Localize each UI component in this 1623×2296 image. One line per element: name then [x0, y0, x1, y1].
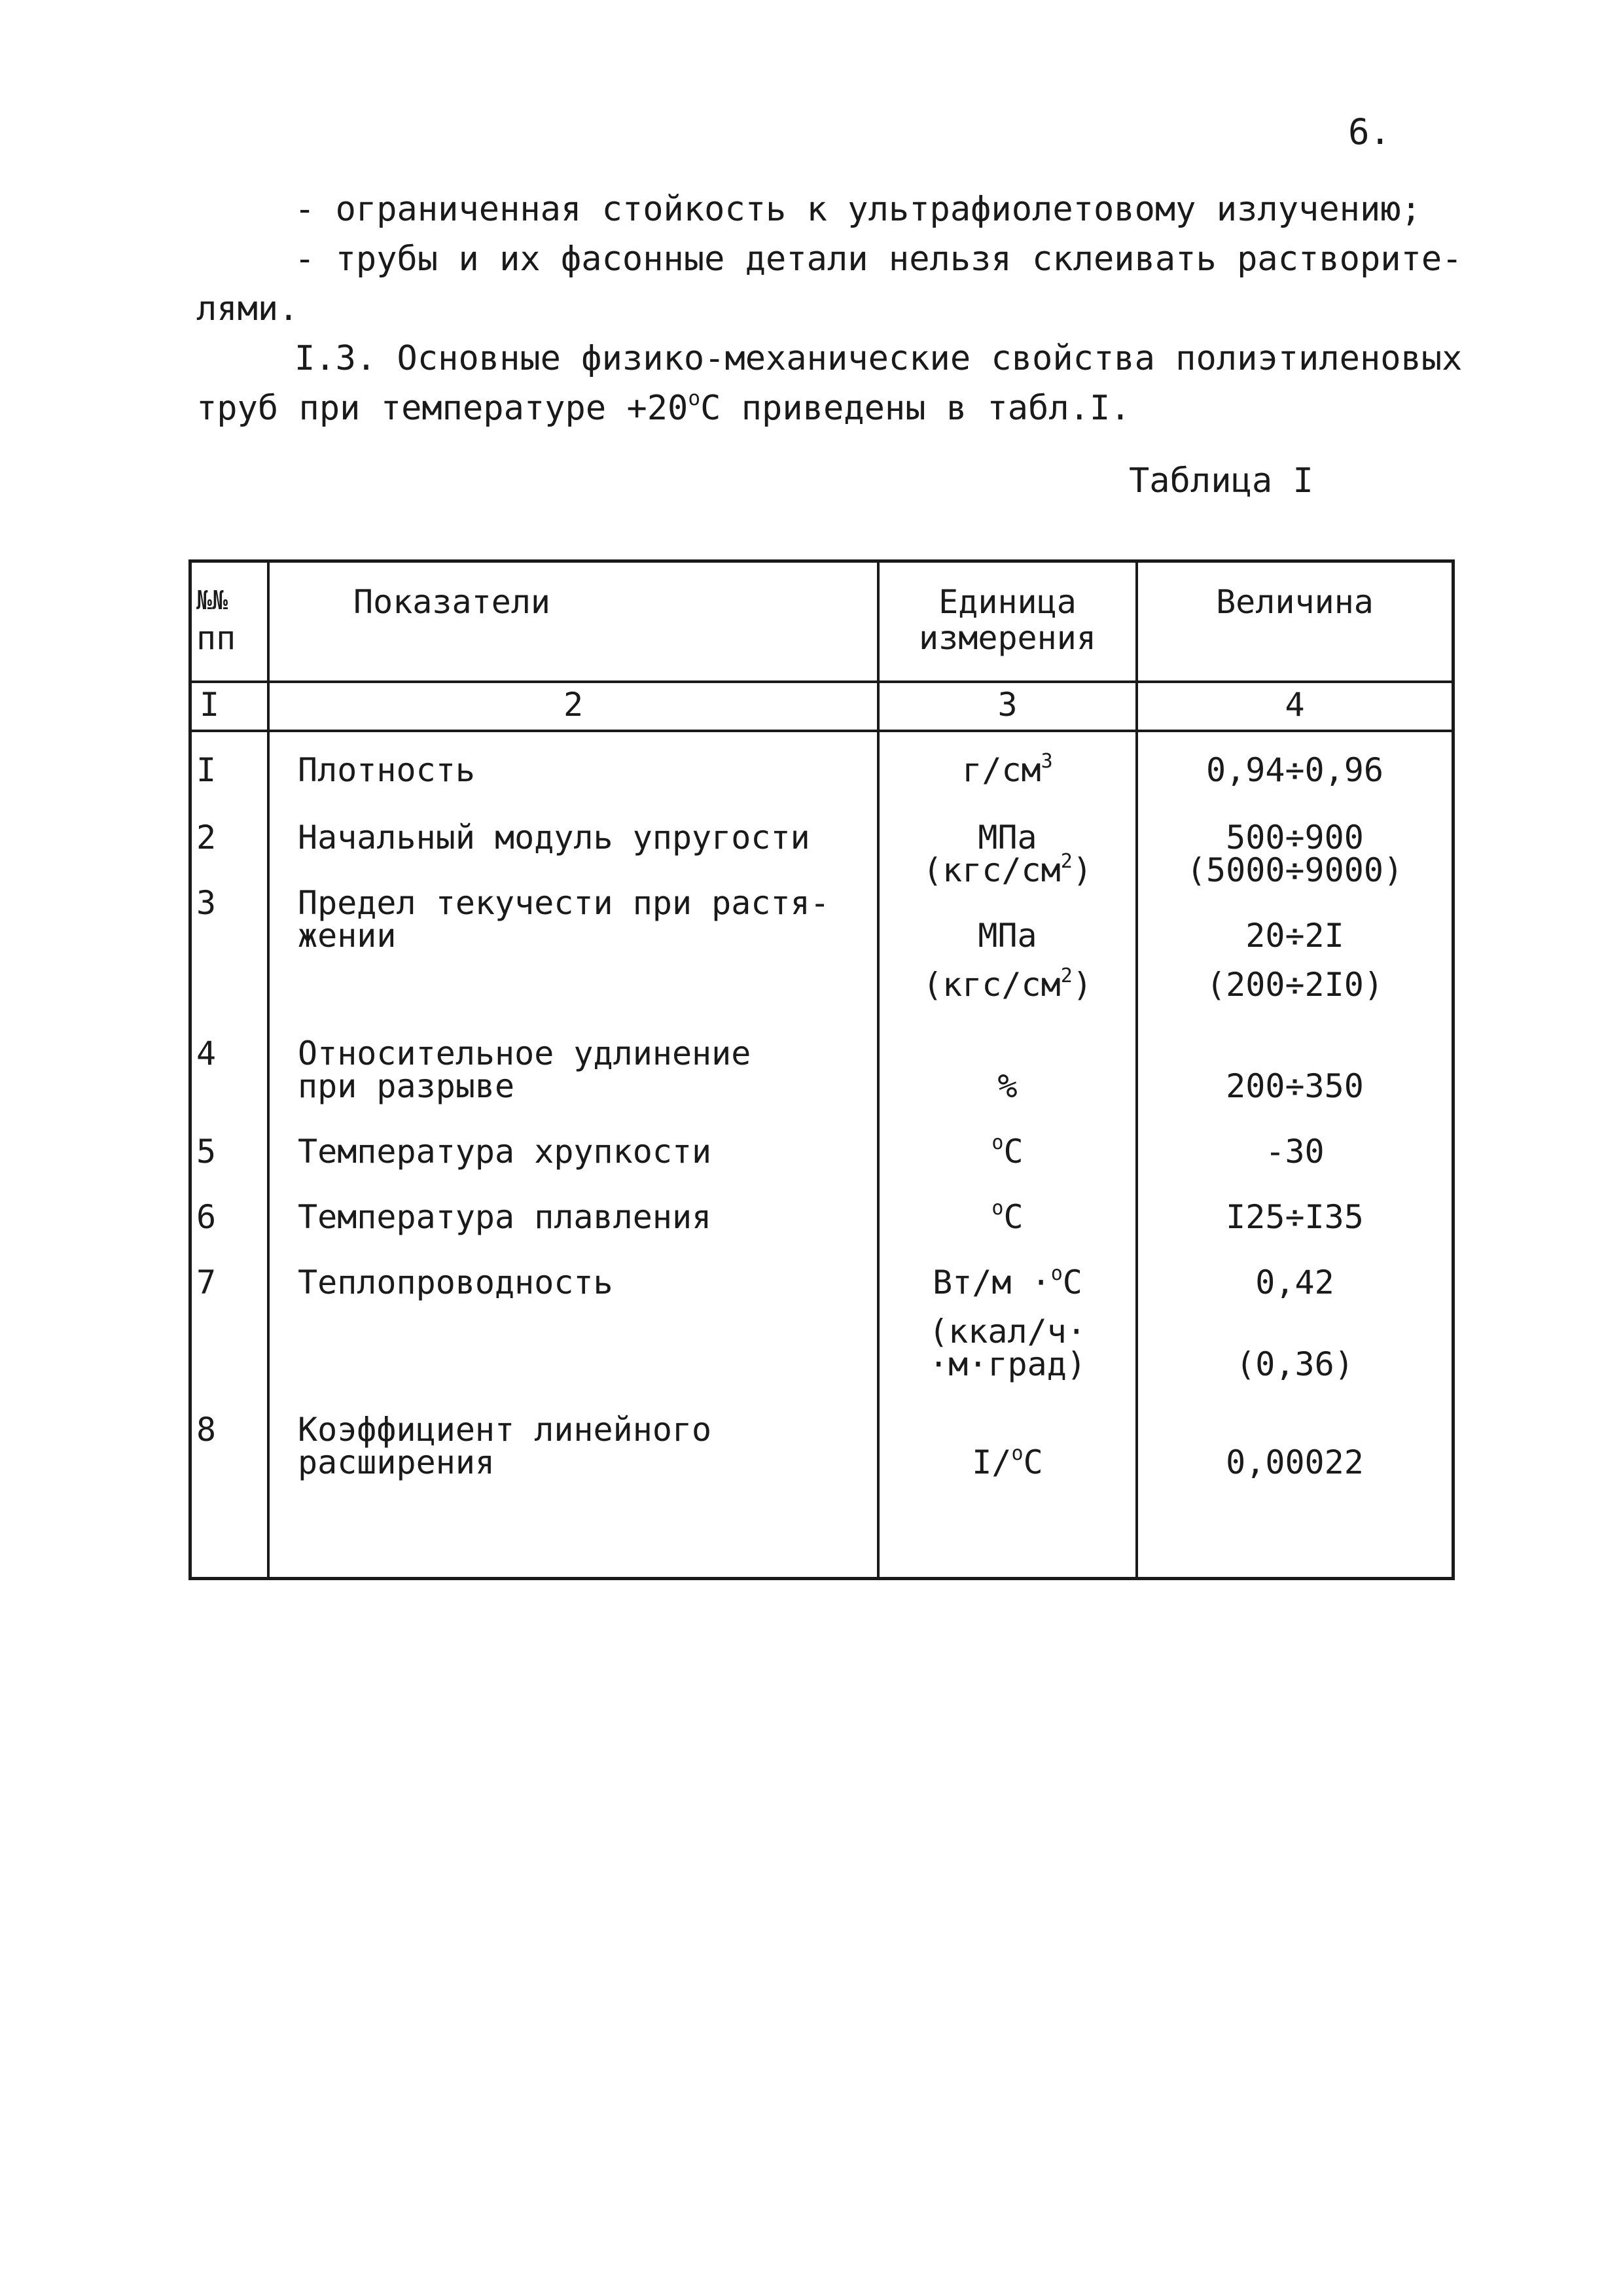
row-indicator-cont: при разрыве: [298, 1067, 515, 1105]
table-header-divider: [188, 680, 1455, 683]
row-unit: I/$^о$С: [972, 1442, 1043, 1481]
table-header-divider: [188, 730, 1455, 732]
row-number: 8: [196, 1411, 217, 1449]
row-indicator: Температура хрупкости: [298, 1133, 712, 1171]
row-unit: МПа: [978, 819, 1037, 857]
row-unit: $г/см^3$: [962, 750, 1053, 789]
column-number: 4: [1285, 686, 1305, 724]
column-number: I: [200, 686, 220, 724]
row-indicator: Температура плавления: [298, 1198, 712, 1236]
row-value: 20÷2I: [1245, 917, 1344, 955]
table-border-bottom: [188, 1577, 1455, 1580]
row-value-secondary: (5000÷9000): [1186, 851, 1404, 889]
row-number: 6: [196, 1198, 217, 1236]
row-value: 500÷900: [1226, 819, 1364, 857]
column-number: 3: [997, 686, 1018, 724]
table-caption: Таблица I: [1129, 461, 1313, 501]
row-value-secondary: (200÷2I0): [1206, 966, 1383, 1004]
degree-sign: о: [688, 387, 701, 411]
row-unit: $^о$С: [991, 1197, 1024, 1236]
row-value-secondary: (0,36): [1236, 1345, 1354, 1383]
row-unit-secondary: $(кгс/см^2)$: [923, 964, 1092, 1004]
row-value: 0,94÷0,96: [1206, 751, 1383, 789]
row-indicator-cont: расширения: [298, 1443, 495, 1481]
row-value: 0,42: [1255, 1263, 1334, 1301]
row-number: I: [196, 751, 217, 789]
row-value: I25÷I35: [1226, 1198, 1364, 1236]
header-unit-line2: измерения: [919, 619, 1096, 657]
row-indicator: Плотность: [298, 751, 475, 789]
header-num-line1: №№: [196, 586, 228, 616]
paragraph-line: I.3. Основные физико-механические свойства полиэтиленовых: [294, 339, 1463, 378]
row-unit: $^о$С: [991, 1131, 1024, 1171]
header-indicator: Показатели: [353, 583, 551, 621]
table-border-top: [188, 559, 1455, 563]
row-number: 4: [196, 1034, 217, 1072]
paragraph-line: - ограниченная стойкость к ультрафиолетовому излучению;: [294, 190, 1421, 229]
row-indicator: Начальный модуль упругости: [298, 819, 810, 857]
header-value: Величина: [1216, 583, 1374, 621]
row-number: 7: [196, 1263, 217, 1301]
row-indicator: Предел текучести при растя-: [298, 884, 830, 922]
row-indicator-cont: жении: [298, 917, 397, 955]
row-unit-secondary: ·м·град): [929, 1345, 1086, 1383]
table-border-right: [1452, 559, 1455, 1580]
row-unit-secondary: (ккал/ч·: [929, 1313, 1086, 1351]
row-unit-secondary: $(кгс/см^2)$: [923, 850, 1092, 889]
paragraph-line: лями.: [196, 289, 299, 328]
header-unit-line1: Единица: [938, 583, 1077, 621]
row-value: 200÷350: [1226, 1067, 1364, 1105]
row-indicator: Относительное удлинение: [298, 1034, 751, 1072]
row-indicator: Коэффициент линейного: [298, 1411, 712, 1449]
page-number: 6.: [1348, 111, 1391, 152]
row-unit: МПа: [978, 917, 1037, 955]
paragraph-text: труб при температуре +20: [196, 389, 688, 428]
row-unit: %: [997, 1067, 1018, 1105]
header-num-line2: пп: [196, 619, 236, 657]
row-unit: Вт/м ·$^о$С: [933, 1262, 1082, 1301]
row-number: 5: [196, 1133, 217, 1171]
row-number: 3: [196, 884, 217, 922]
paragraph-line: - трубы и их фасонные детали нельзя склеивать растворите-: [294, 239, 1463, 279]
paragraph-text: С приведены в табл.I.: [700, 389, 1131, 428]
column-number: 2: [563, 686, 584, 724]
row-value: 0,00022: [1226, 1443, 1364, 1481]
table-border-left: [188, 559, 192, 1580]
row-value: -30: [1265, 1133, 1325, 1171]
row-indicator: Теплопроводность: [298, 1263, 613, 1301]
paragraph-line: [196, 383, 1131, 433]
row-number: 2: [196, 819, 217, 857]
